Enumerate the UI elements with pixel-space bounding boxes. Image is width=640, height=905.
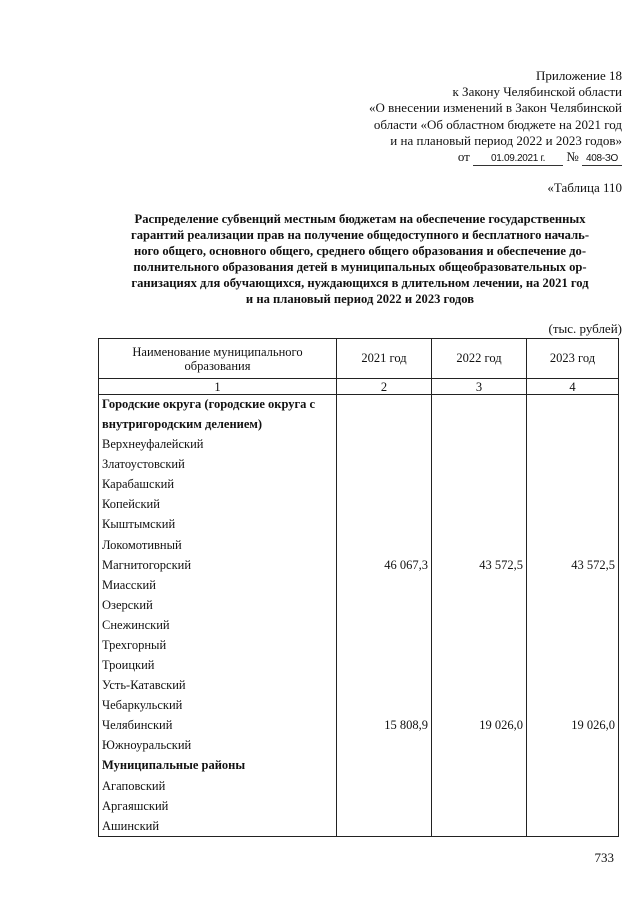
header-municipality: Наименование муниципального образования — [99, 339, 337, 379]
value-2021 — [337, 395, 432, 435]
value-2021 — [337, 474, 432, 494]
value-2021 — [337, 595, 432, 615]
municipality-name: Челябинский — [99, 715, 337, 735]
value-2023: 43 572,5 — [527, 555, 619, 575]
municipality-name: Локомотивный — [99, 534, 337, 554]
municipality-name: Усть-Катавский — [99, 675, 337, 695]
municipality-name: Аргаяшский — [99, 796, 337, 816]
value-2023 — [527, 816, 619, 837]
value-2021 — [337, 434, 432, 454]
value-2021: 15 808,9 — [337, 715, 432, 735]
value-2023 — [527, 735, 619, 755]
table-row — [99, 575, 619, 595]
value-2023 — [527, 395, 619, 435]
value-2021 — [337, 534, 432, 554]
municipality-name: Карабашский — [99, 474, 337, 494]
title-line: гарантий реализации прав на получение общедоступного и бесплатного началь- — [130, 228, 590, 242]
value-2022 — [432, 575, 527, 595]
value-2022 — [432, 695, 527, 715]
table-group-row — [99, 756, 619, 776]
column-number: 1 — [99, 379, 337, 395]
value-2021 — [337, 695, 432, 715]
table-row — [99, 796, 619, 816]
value-2023 — [527, 635, 619, 655]
appendix-line: области «Об областном бюджете на 2021 год — [373, 116, 622, 132]
page-number: 733 — [594, 850, 614, 865]
table-row — [99, 816, 619, 837]
municipality-name: Озерский — [99, 595, 337, 615]
table-row — [99, 595, 619, 615]
value-2023 — [527, 514, 619, 534]
municipality-name: Златоустовский — [99, 454, 337, 474]
value-2022 — [432, 514, 527, 534]
value-2022 — [432, 776, 527, 796]
title-line: ганизациях для обучающихся, нуждающихся в длительном лечении, на 2021 год — [131, 276, 589, 290]
value-2021 — [337, 615, 432, 635]
value-2023 — [527, 575, 619, 595]
value-2021 — [337, 675, 432, 695]
table-header-row — [99, 339, 619, 379]
title-line: и на плановый период 2022 и 2023 годов — [245, 292, 475, 306]
table-row — [99, 655, 619, 675]
value-2023: 19 026,0 — [527, 715, 619, 735]
value-2021 — [337, 454, 432, 474]
value-2023 — [527, 655, 619, 675]
value-2022: 19 026,0 — [432, 715, 527, 735]
municipality-name: Агаповский — [99, 776, 337, 796]
appendix-line: и на плановый период 2022 и 2023 годов» — [390, 132, 622, 148]
table-row — [99, 454, 619, 474]
appendix-line: Приложение 18 — [535, 68, 622, 83]
municipality-name: Магнитогорский — [99, 555, 337, 575]
municipality-name: Городские округа (городские округа с внутригородским делением) — [99, 395, 337, 435]
value-2022 — [432, 756, 527, 776]
value-2023 — [527, 756, 619, 776]
table-row — [99, 735, 619, 755]
municipality-name: Ашинский — [99, 816, 337, 837]
value-2022 — [432, 635, 527, 655]
column-number-row — [99, 379, 619, 395]
number-label: № — [566, 149, 579, 165]
value-2022 — [432, 494, 527, 514]
value-2022 — [432, 474, 527, 494]
value-2021 — [337, 655, 432, 675]
units-label: (тыс. рублей) — [548, 321, 622, 336]
value-2023 — [527, 695, 619, 715]
value-2021 — [337, 756, 432, 776]
table-group-row — [99, 395, 619, 435]
value-2022 — [432, 534, 527, 554]
appendix-header — [292, 68, 622, 166]
table-label: «Таблица 110 — [547, 180, 622, 195]
municipality-name: Копейский — [99, 494, 337, 514]
value-2023 — [527, 796, 619, 816]
law-number: 408-ЗО — [582, 153, 622, 166]
value-2023 — [527, 675, 619, 695]
value-2023 — [527, 595, 619, 615]
title-line: Распределение субвенций местным бюджетам на обеспечение государственных — [134, 212, 586, 226]
value-2022 — [432, 395, 527, 435]
table-row — [99, 776, 619, 796]
value-2022 — [432, 655, 527, 675]
value-2021 — [337, 816, 432, 837]
municipality-name: Троицкий — [99, 655, 337, 675]
law-date: 01.09.2021 г. — [473, 153, 563, 166]
header-2022: 2022 год — [432, 339, 527, 379]
table-body — [99, 395, 619, 837]
from-label: от — [457, 149, 470, 165]
table-row — [99, 695, 619, 715]
value-2023 — [527, 776, 619, 796]
header-2021: 2021 год — [337, 339, 432, 379]
municipality-name: Миасский — [99, 575, 337, 595]
column-number: 4 — [527, 379, 619, 395]
table-row — [99, 474, 619, 494]
value-2023 — [527, 615, 619, 635]
value-2021 — [337, 514, 432, 534]
appendix-line: к Закону Челябинской области — [452, 84, 622, 100]
value-2021: 46 067,3 — [337, 555, 432, 575]
value-2023 — [527, 474, 619, 494]
table-row — [99, 555, 619, 575]
value-2021 — [337, 494, 432, 514]
value-2022 — [432, 595, 527, 615]
value-2022 — [432, 816, 527, 837]
value-2022 — [432, 796, 527, 816]
value-2023 — [527, 434, 619, 454]
header-2023: 2023 год — [527, 339, 619, 379]
column-number: 3 — [432, 379, 527, 395]
municipality-name: Южноуральский — [99, 735, 337, 755]
table-row — [99, 635, 619, 655]
document-title — [100, 211, 620, 307]
value-2022 — [432, 615, 527, 635]
value-2021 — [337, 635, 432, 655]
value-2021 — [337, 796, 432, 816]
municipality-name: Верхнеуфалейский — [99, 434, 337, 454]
table-row — [99, 534, 619, 554]
value-2022 — [432, 675, 527, 695]
table-row — [99, 434, 619, 454]
table-row — [99, 615, 619, 635]
value-2022 — [432, 434, 527, 454]
value-2023 — [527, 454, 619, 474]
subvention-table — [98, 338, 619, 837]
value-2023 — [527, 534, 619, 554]
title-line: полнительного образования детей в муниципальных общеобразовательных ор- — [133, 260, 587, 274]
table-row — [99, 675, 619, 695]
law-signature-line — [292, 149, 622, 166]
column-number: 2 — [337, 379, 432, 395]
table-row — [99, 494, 619, 514]
value-2022 — [432, 454, 527, 474]
municipality-name: Чебаркульский — [99, 695, 337, 715]
table-row — [99, 514, 619, 534]
appendix-line: «О внесении изменений в Закон Челябинской — [368, 100, 622, 116]
municipality-name: Трехгорный — [99, 635, 337, 655]
value-2021 — [337, 575, 432, 595]
municipality-name: Кыштымский — [99, 514, 337, 534]
table-row — [99, 715, 619, 735]
value-2022: 43 572,5 — [432, 555, 527, 575]
value-2023 — [527, 494, 619, 514]
value-2022 — [432, 735, 527, 755]
municipality-name: Снежинский — [99, 615, 337, 635]
value-2021 — [337, 735, 432, 755]
municipality-name: Муниципальные районы — [99, 756, 337, 776]
value-2021 — [337, 776, 432, 796]
title-line: ного общего, основного общего, среднего общего образования и обеспечение до- — [133, 244, 587, 258]
